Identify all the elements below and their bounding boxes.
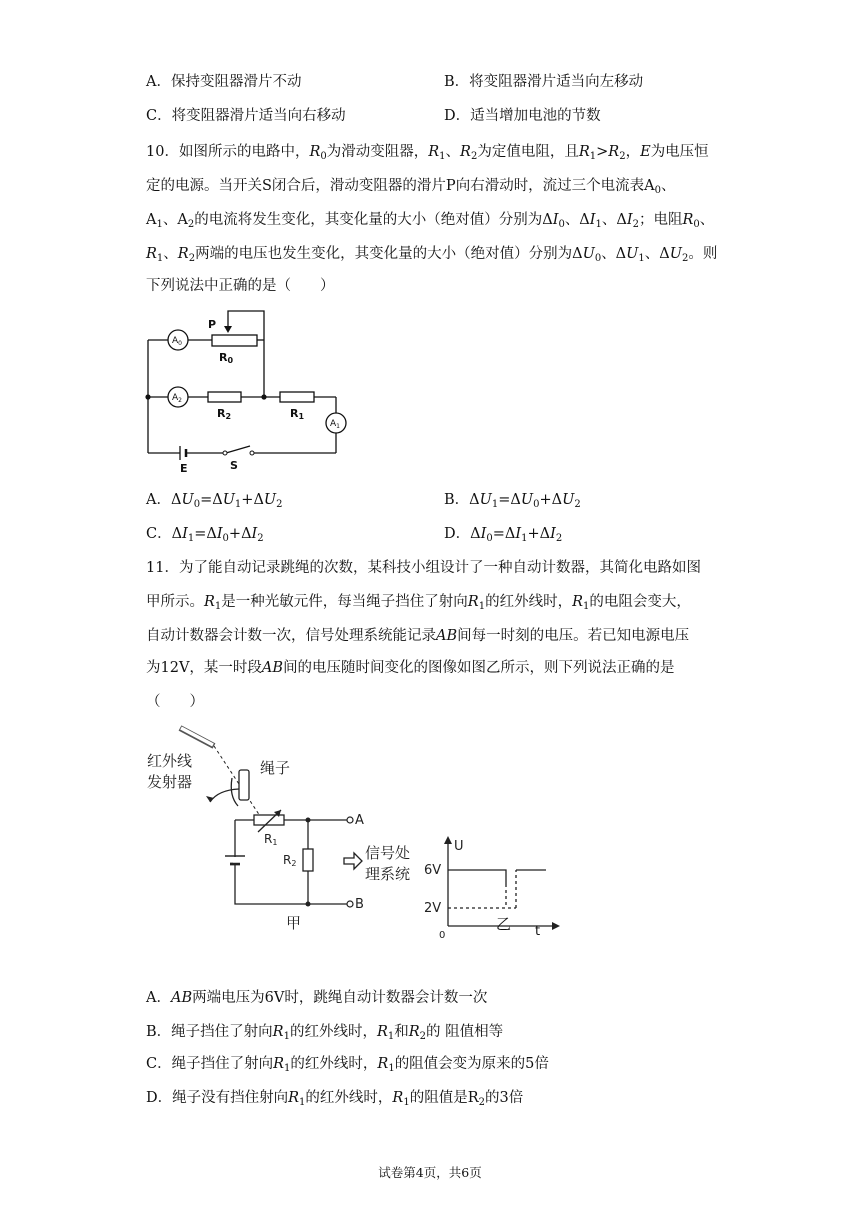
q10-line-3: $A_1$、$A_2$的电流将发生变化，其变化量的大小（绝对值）分别为$\Delta I_0$、$\Delta I_1$、$\Delta I_2$；电阻$R_0$、 [146,212,715,230]
q11-graph-axes [412,822,572,941]
q11-option-d: D．绳子没有挡住射向$R_1$的红外线时，$R_1$的阻值是$R_2$的3倍 [146,1090,524,1108]
q11-line-2: 甲所示。$R_1$是一种光敏元件，每当绳子挡住了射向$R_1$的红外线时，$R_1$的电阻会变大， [146,594,691,612]
svg-text:R2: R2 [283,853,297,868]
q11-graph-static-labels [404,830,405,831]
svg-text:A2: $A_2$ [172,393,182,404]
q10-circuit-diagram [140,306,360,476]
svg-text:红外线: 红外线 [147,752,193,770]
q10-option-d: D．$\Delta I_0=\Delta I_1+\Delta I_2$ [444,526,563,544]
q9-option-c: C．将变阻器滑片适当向右移动 [146,108,346,124]
q10-line-4: $R_1$、$R_2$两端的电压也发生变化，其变化量的大小（绝对值）分别为$\Delta U_0$、$\Delta U_1$、$\Delta U_2$。则 [146,246,718,264]
svg-text:6V: 6V [424,863,442,878]
page-footer: 试卷第4页，共6页 [378,1165,482,1180]
svg-text:P: P [208,318,217,331]
ut-curve-high [448,870,506,884]
q10-line-1: 10．如图所示的电路中，$R_0$为滑动变阻器，$R_1$、$R_2$为定值电阻，且$R_1>R_2$，E为电压恒 [146,144,709,162]
svg-text:0: 0 [439,930,446,941]
svg-text:A: A [355,813,364,828]
svg-text:E: E [180,462,188,475]
q10-option-c: C．$\Delta I_1=\Delta I_0+\Delta I_2$ [146,526,264,544]
svg-text:R2: R2 [217,407,232,421]
svg-text:R1: R1 [290,407,305,421]
q11-line-3: 自动计数器会计数一次，信号处理系统能记录AB间每一时刻的电压。若已知电源电压 [146,628,690,644]
svg-text:R0: R0 [219,351,234,365]
svg-text:R1: R1 [264,832,278,847]
svg-text:理系统: 理系统 [365,865,411,883]
q10-option-b: B．$\Delta U_1=\Delta U_0+\Delta U_2$ [444,492,581,510]
q11-option-b: B．绳子挡住了射向$R_1$的红外线时，$R_1$和$R_2$的 阻值相等 [146,1024,504,1042]
svg-text:A0: $A_0$ [172,336,182,347]
q11-figure-jia [140,716,440,936]
q9-option-b: B．将变阻器滑片适当向左移动 [444,74,644,90]
svg-text:2V: 2V [424,901,442,916]
q10-option-a: A．$\Delta U_0=\Delta U_1+\Delta U_2$ [146,492,283,510]
q10-line-5: 下列说法中正确的是（ ） [146,278,335,294]
q11-line-1: 11．为了能自动记录跳绳的次数，某科技小组设计了一种自动计数器，其简化电路如图 [146,560,701,576]
q11-graph-t-label: t [535,924,541,939]
q9-option-a: A．保持变阻器滑片不动 [146,74,302,90]
svg-text:S: S [230,459,238,472]
svg-text:信号处: 信号处 [365,844,411,862]
svg-text:U: U [454,839,464,854]
q11-line-4: 为12V，某一时段AB间的电压随时间变化的图像如图乙所示，则下列说法正确的是 [146,660,675,676]
svg-text:B: B [355,897,364,912]
svg-text:A1: $A_1$ [330,419,340,430]
q11-option-a: A．AB两端电压为6V时，跳绳自动计数器会计数一次 [146,990,488,1006]
q11-graph-yi-label: 乙 [496,915,512,933]
q10-line-2: 定的电源。当开关S闭合后，滑动变阻器的滑片P向右滑动时，流过三个电流表$A_0$、 [146,178,676,196]
q11-line-5: （ ） [146,694,204,710]
q11-option-c: C．绳子挡住了射向$R_1$的红外线时，$R_1$的阻值会变为原来的5倍 [146,1056,549,1074]
svg-text:绳子: 绳子 [260,759,291,777]
svg-text:发射器: 发射器 [147,773,193,791]
q9-option-d: D．适当增加电池的节数 [444,108,601,124]
svg-text:甲: 甲 [286,914,302,932]
